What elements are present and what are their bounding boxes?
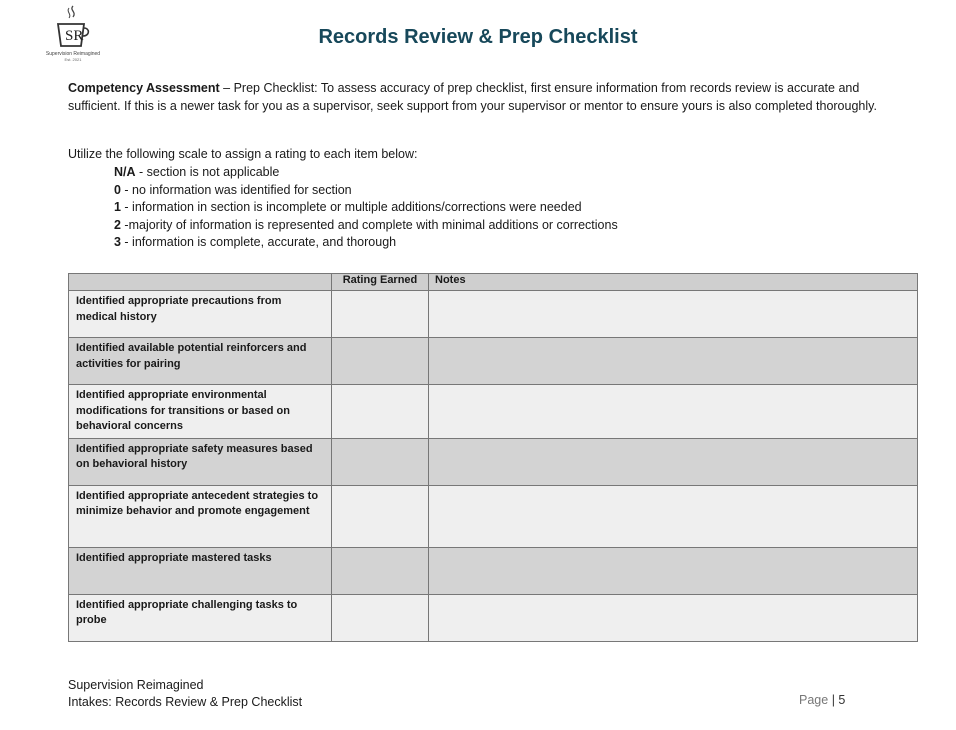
- rating-cell[interactable]: [332, 594, 429, 641]
- footer-org: Supervision Reimagined: [68, 678, 204, 692]
- footer-doc-title: Intakes: Records Review & Prep Checklist: [68, 694, 303, 709]
- rating-scale-list: [114, 164, 618, 252]
- scale-desc: -majority of information is represented and complete with minimal additions or corrections: [120, 217, 618, 232]
- scale-code: 2: [114, 217, 121, 232]
- intro-paragraph: [68, 79, 888, 115]
- page-number: [799, 693, 845, 707]
- notes-cell[interactable]: [429, 438, 918, 485]
- page-number-value: 5: [838, 693, 846, 707]
- scale-code: 0: [114, 182, 121, 197]
- logo-name: Supervision Reimagined: [45, 51, 101, 57]
- item-label: Identified appropriate antecedent strategies to minimize behavior and promote engagement: [69, 485, 332, 547]
- item-label: Identified appropriate safety measures based on behavioral history: [69, 438, 332, 485]
- header-notes: Notes: [429, 274, 918, 291]
- table-header-row: [69, 274, 918, 291]
- notes-cell[interactable]: [429, 594, 918, 641]
- notes-cell[interactable]: [429, 485, 918, 547]
- scale-item: [114, 182, 618, 200]
- page-footer: [68, 677, 302, 710]
- scale-desc: - information is complete, accurate, and thorough: [120, 235, 397, 249]
- logo-initials: SR: [65, 28, 84, 44]
- page-label: Page: [799, 693, 829, 707]
- table-row: [69, 438, 918, 485]
- scale-desc: - no information was identified for section: [120, 182, 352, 197]
- intro-text: – Prep Checklist: To assess accuracy of prep checklist, first ensure information from records review is accurate and sufficient. If this is a newer task for you as a supervisor, seek support from your supervisor or mentor to ensure yours is also completed thoroughly.: [68, 81, 877, 113]
- rating-cell[interactable]: [332, 547, 429, 594]
- header-rating: Rating Earned: [332, 274, 429, 291]
- rating-cell[interactable]: [332, 438, 429, 485]
- scale-item: [114, 234, 618, 252]
- scale-code: N/A: [114, 165, 136, 179]
- table-row: [69, 485, 918, 547]
- page-title: Records Review & Prep Checklist: [318, 26, 638, 48]
- page-separator: |: [831, 693, 835, 707]
- scale-item: [114, 164, 618, 182]
- logo-established: Est. 2021: [64, 57, 82, 62]
- table-row: [69, 547, 918, 594]
- table-row: [69, 338, 918, 385]
- item-label: Identified available potential reinforcers and activities for pairing: [69, 338, 332, 385]
- notes-cell[interactable]: [429, 338, 918, 385]
- scale-desc: - section is not applicable: [135, 165, 280, 179]
- scale-item: [114, 217, 618, 235]
- intro-bold-lead: Competency Assessment: [68, 81, 220, 95]
- item-label: Identified appropriate environmental modifications for transitions or based on behavioral concerns: [69, 385, 332, 439]
- notes-cell[interactable]: [429, 547, 918, 594]
- table-row: [69, 291, 918, 338]
- table-row: [69, 385, 918, 439]
- notes-cell[interactable]: [429, 385, 918, 439]
- scale-code: 1: [114, 200, 121, 214]
- notes-cell[interactable]: [429, 291, 918, 338]
- rating-cell[interactable]: [332, 485, 429, 547]
- item-label: Identified appropriate mastered tasks: [69, 547, 332, 594]
- scale-item: [114, 199, 618, 217]
- table-row: [69, 594, 918, 641]
- rating-cell[interactable]: [332, 338, 429, 385]
- scale-intro: Utilize the following scale to assign a rating to each item below:: [68, 147, 418, 161]
- header-item: [69, 274, 332, 291]
- rating-cell[interactable]: [332, 291, 429, 338]
- scale-code: 3: [114, 235, 121, 249]
- scale-desc: - information in section is incomplete or multiple additions/corrections were needed: [120, 200, 582, 214]
- item-label: Identified appropriate precautions from medical history: [69, 291, 332, 338]
- item-label: Identified appropriate challenging tasks to probe: [69, 594, 332, 641]
- rating-cell[interactable]: [332, 385, 429, 439]
- checklist-table: [68, 273, 918, 642]
